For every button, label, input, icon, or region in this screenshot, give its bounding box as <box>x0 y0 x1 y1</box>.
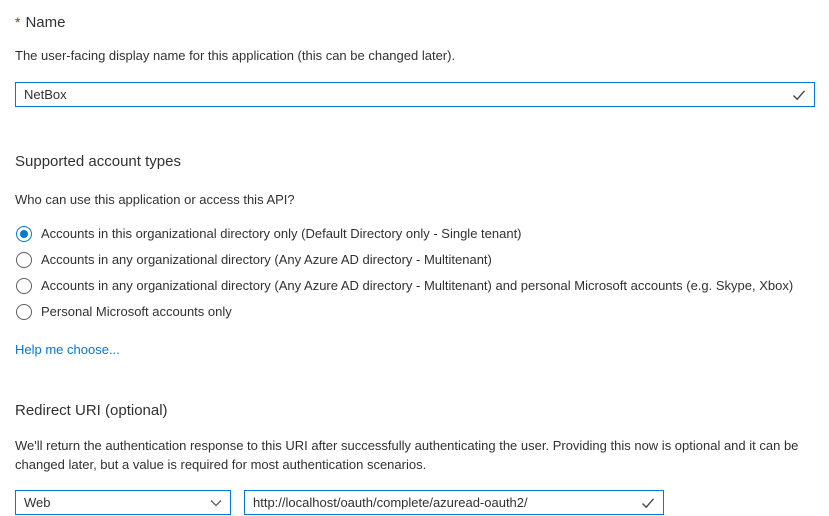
name-field-label <box>15 12 815 33</box>
radio-button-icon[interactable] <box>16 304 32 320</box>
chevron-down-icon <box>210 497 222 509</box>
redirect-uri-input-wrap <box>244 490 664 515</box>
supported-account-types-heading: Supported account types <box>15 153 181 170</box>
radio-option-label: Accounts in any organizational directory (Any Azure AD directory - Multitenant) and personal Microsoft accounts (e.g. Skype, Xbox) <box>41 278 794 293</box>
radio-option-personal-only[interactable] <box>15 299 815 325</box>
name-input-wrap <box>15 82 815 107</box>
platform-dropdown-value: Web <box>24 495 51 510</box>
redirect-uri-row <box>15 490 815 515</box>
redirect-uri-heading: Redirect URI (optional) <box>15 402 168 419</box>
redirect-uri-help-text: We'll return the authentication response to this URI after successfully authenticating the user. Providing this now is optional and it can be changed later, but a value is required for most authentication scenarios. <box>15 438 799 472</box>
help-me-choose-link[interactable]: Help me choose... <box>15 342 120 357</box>
redirect-uri-input[interactable] <box>244 490 664 515</box>
radio-option-multitenant-personal[interactable] <box>15 273 815 299</box>
account-types-radio-group <box>15 221 815 325</box>
radio-option-multitenant[interactable] <box>15 247 815 273</box>
radio-option-single-tenant[interactable] <box>15 221 815 247</box>
name-label-text: Name <box>25 14 66 31</box>
account-types-question: Who can use this application or access this API? <box>15 192 295 207</box>
radio-button-icon[interactable] <box>16 226 32 242</box>
radio-option-label: Accounts in any organizational directory (Any Azure AD directory - Multitenant) <box>41 252 492 267</box>
radio-button-icon[interactable] <box>16 252 32 268</box>
radio-button-icon[interactable] <box>16 278 32 294</box>
required-asterisk: * <box>15 14 21 30</box>
radio-option-label: Accounts in this organizational directory only (Default Directory only - Single tenant) <box>41 226 522 241</box>
name-help-text: The user-facing display name for this application (this can be changed later). <box>15 48 456 63</box>
platform-dropdown[interactable] <box>15 490 231 515</box>
name-input[interactable] <box>15 82 815 107</box>
radio-option-label: Personal Microsoft accounts only <box>41 304 232 319</box>
